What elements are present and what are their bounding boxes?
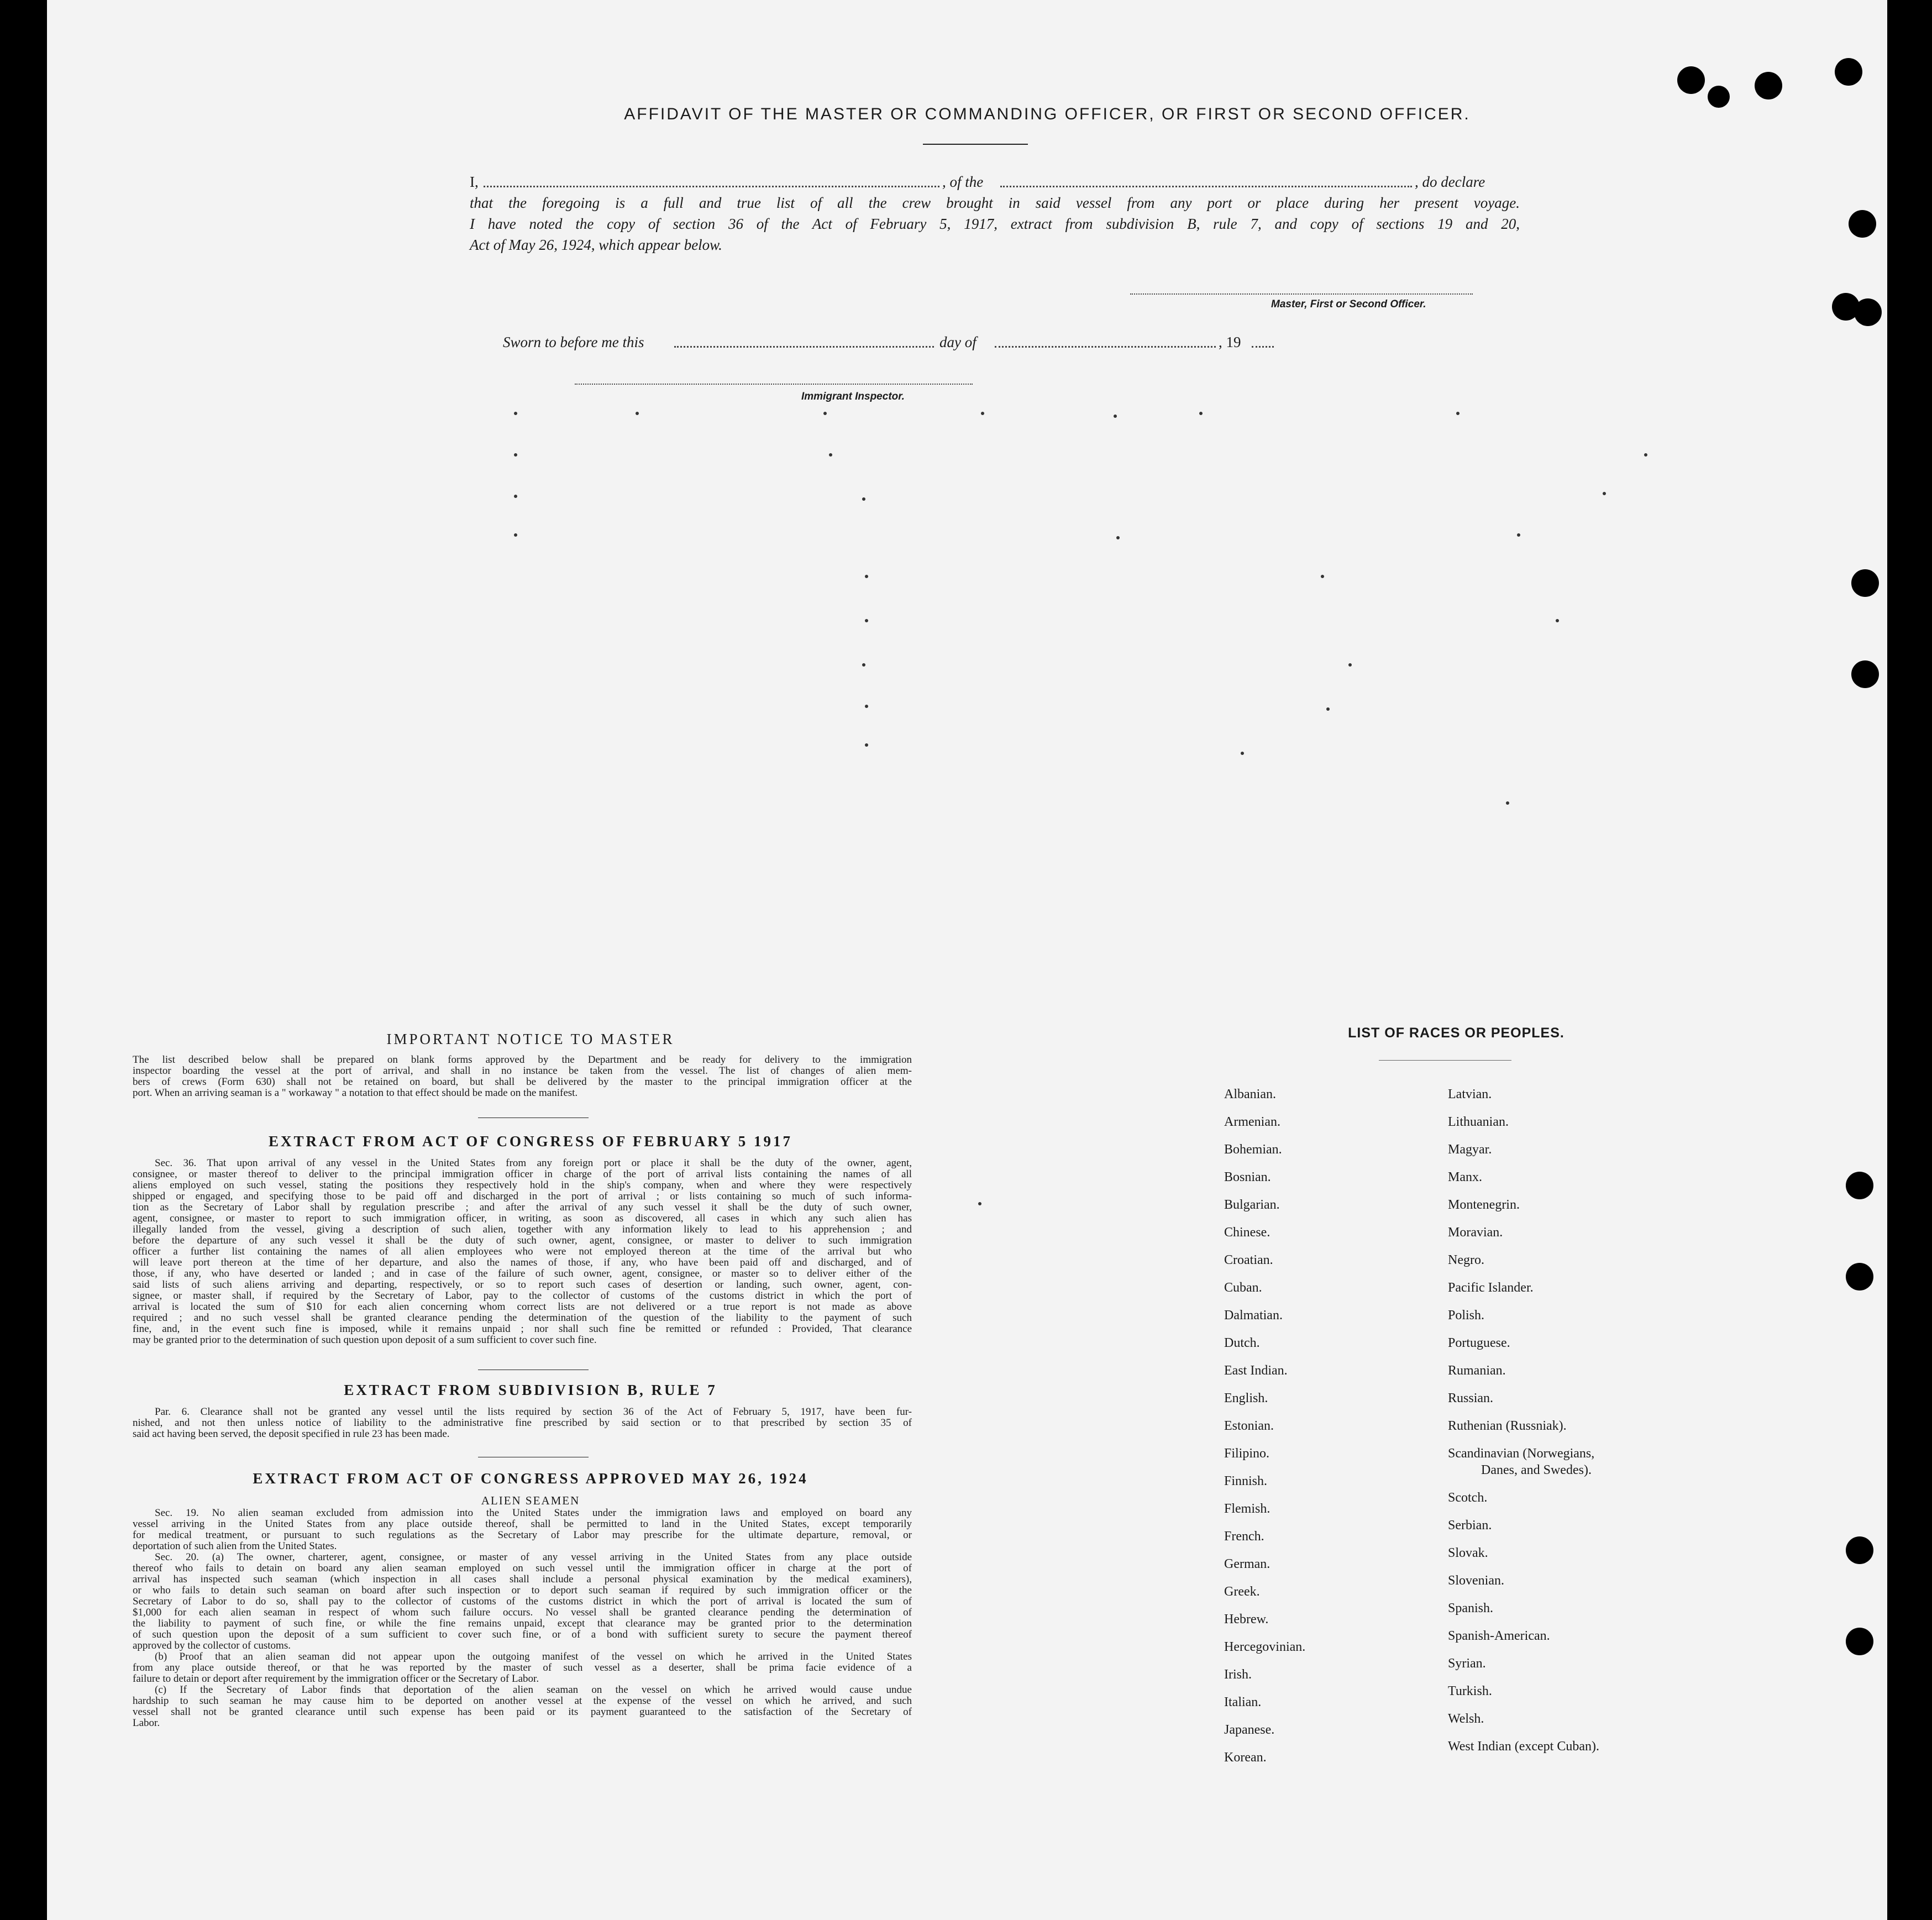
bleed-dot	[514, 533, 517, 537]
paragraph-line: nished, and not then unless notice of liability to the administrative fine prescribed by said section or to that prescribed by section 35 of	[133, 1417, 912, 1429]
extract-1924-text	[133, 1508, 912, 1729]
bleed-dot	[514, 453, 517, 457]
paragraph-line: Labor.	[133, 1717, 160, 1729]
bleed-dot	[1456, 412, 1460, 415]
paragraph-line: vessel arriving in the United States from any place outside thereof, shall be permitted to land in the United States, except temporarily	[133, 1518, 912, 1530]
race-item: Serbian.	[1448, 1518, 1492, 1533]
bleed-dot	[1506, 801, 1509, 805]
race-item: Armenian.	[1224, 1115, 1280, 1129]
races-right-column	[1448, 1080, 1724, 1760]
race-item: East Indian.	[1224, 1363, 1288, 1378]
paragraph-line: approved by the collector of customs.	[133, 1640, 291, 1651]
race-item: Finnish.	[1224, 1474, 1268, 1488]
race-item: Manx.	[1448, 1170, 1482, 1184]
race-item: Negro.	[1448, 1253, 1484, 1267]
paragraph-line: hardship to such seaman he may cause him to be deported on another vessel at the expense of the vessel on which he arrived, and such	[133, 1695, 912, 1707]
paragraph-line: Secretary of Labor to do so, shall pay to the collector of customs of the customs district in which the port of arrival is located the sum of	[133, 1596, 912, 1607]
punch-hole	[1677, 66, 1705, 94]
day-of-label: day of	[939, 334, 977, 350]
paragraph-line: Sec. 19. No alien seaman excluded from admission into the United States under the immigration laws and employed on board any	[155, 1507, 912, 1519]
bleed-dot	[1199, 412, 1203, 415]
paragraph-line: tion as the Secretary of Labor shall by regulation prescribe ; and after the arrival of any such vessel it shall be the duty of such owner,	[133, 1202, 912, 1213]
punch-hole	[1835, 58, 1862, 86]
bleed-dot	[1116, 536, 1120, 539]
bleed-dot	[862, 497, 865, 501]
race-item: Bulgarian.	[1224, 1198, 1280, 1212]
race-item: Russian.	[1448, 1391, 1494, 1405]
extract-1917-title: EXTRACT FROM ACT OF CONGRESS OF FEBRUARY 5 1917	[268, 1133, 793, 1150]
paragraph-line: will leave port thereon at the time of her departure, and also the names of those, if any, who have been paid off and discharged, and of	[133, 1257, 912, 1268]
vessel-name-field[interactable]	[1000, 186, 1412, 187]
race-item: Latvian.	[1448, 1087, 1492, 1101]
race-item: Korean.	[1224, 1750, 1267, 1765]
paragraph-line: aliens employed on such vessel, stating the positions they respectively hold in the ship's company, when and where they were respectively	[133, 1179, 912, 1191]
paragraph-line: fine, and, in the event such fine is imposed, while it remains unpaid ; nor shall such fine be remitted or refunded : Provided, That clearance	[133, 1323, 912, 1335]
paragraph-line: illegally landed from the vessel, giving a description of such alien, together with any information likely to lead to his apprehension ; and	[133, 1224, 912, 1235]
race-item: Chinese.	[1224, 1225, 1271, 1240]
race-item: Estonian.	[1224, 1419, 1274, 1433]
paragraph-line: before the departure of any such vessel it shall be the duty of such owner, agent, consignee, or master to deliver to such immigration	[133, 1235, 912, 1246]
i-label: I,	[470, 174, 479, 190]
race-item: Flemish.	[1224, 1502, 1271, 1516]
race-item: West Indian (except Cuban).	[1448, 1739, 1599, 1754]
race-item: Slovenian.	[1448, 1573, 1504, 1588]
race-item: Bosnian.	[1224, 1170, 1271, 1184]
year-label: , 19	[1219, 334, 1241, 350]
paragraph-line: those, if any, who have deserted or landed ; and in case of the failure of such owner, agent, consignee, or master so to deliver either of the	[133, 1268, 912, 1279]
paragraph-line: (c) If the Secretary of Labor finds that deportation of the alien seaman on the vessel on which he arrived would cause undue	[155, 1684, 912, 1696]
race-item: Moravian.	[1448, 1225, 1503, 1240]
paragraph-line: required ; and no such vessel shall be granted clearance pending the determination of the question of the liability to the payment of such	[133, 1312, 912, 1324]
paragraph-line: signee, or master shall, if required by the Secretary of Labor, pay to the collector of customs of the customs district in which the port of	[133, 1290, 912, 1302]
bleed-dot	[1556, 619, 1559, 622]
do-declare-label: , do declare	[1415, 174, 1485, 190]
race-item: Dalmatian.	[1224, 1308, 1283, 1323]
notice-line: The list described below shall be prepared on blank forms approved by the Department and be ready for delivery to the immigration	[133, 1054, 912, 1066]
bleed-dot	[865, 619, 868, 622]
bleed-dot	[1603, 492, 1606, 495]
race-item: Portuguese.	[1448, 1336, 1510, 1350]
notice-line: port. When an arriving seaman is a " workaway " a notation to that effect should be made on the manifest.	[133, 1087, 578, 1099]
race-item-continuation: Danes, and Swedes).	[1481, 1463, 1592, 1477]
race-item: Slovak.	[1448, 1546, 1488, 1560]
race-item: Spanish.	[1448, 1601, 1494, 1615]
bleed-dot	[978, 1202, 981, 1205]
paragraph-line: vessel shall not be granted clearance until such expense has been paid or its payment guaranteed to the satisfaction of the Secretary of	[133, 1706, 912, 1718]
sworn-day-field[interactable]	[674, 346, 934, 348]
race-item: Magyar.	[1448, 1142, 1492, 1157]
bleed-dot	[1114, 415, 1117, 418]
race-item: Irish.	[1224, 1667, 1252, 1682]
bleed-dot	[1326, 707, 1330, 711]
inspector-signature-label: Immigrant Inspector.	[801, 391, 905, 402]
declaration-line-3: I have noted the copy of section 36 of the Act of February 5, 1917, extract from subdivision B, rule 7, and copy of sections 19 and 20,	[470, 216, 1520, 232]
paragraph-line: of such question upon the deposit of a sum sufficient to cover such fine, or of a bond with sufficient surety to secure the payment thereof	[133, 1629, 912, 1640]
race-item: Rumanian.	[1448, 1363, 1506, 1378]
declaration-line-2: that the foregoing is a full and true list of all the crew brought in said vessel from any port or place during her present voyage.	[470, 195, 1520, 211]
paragraph-line: may be granted prior to the determination of such question upon deposit of a sum sufficient to cover such fine.	[133, 1334, 597, 1346]
race-item: Dutch.	[1224, 1336, 1260, 1350]
paragraph-line: said act having been served, the deposit specified in rule 23 has been made.	[133, 1428, 450, 1440]
title-underline	[923, 144, 1028, 145]
bleed-dot	[1241, 752, 1244, 755]
races-divider	[1379, 1060, 1511, 1061]
race-item: Scotch.	[1448, 1491, 1488, 1505]
races-left-column	[1224, 1080, 1418, 1771]
punch-hole	[1846, 1263, 1873, 1291]
paragraph-line: the liability to payment of such fine, or while the fine remains unpaid, except that clearance may be granted prior to the determination	[133, 1618, 912, 1629]
master-signature-label: Master, First or Second Officer.	[1271, 298, 1426, 310]
race-item: Spanish-American.	[1448, 1629, 1550, 1643]
bleed-dot	[1644, 453, 1647, 457]
race-item: Scandinavian (Norwegians,	[1448, 1446, 1595, 1461]
rule7-text	[133, 1407, 912, 1440]
punch-hole	[1851, 660, 1879, 688]
of-the-label: , of the	[942, 174, 984, 190]
bleed-dot	[1321, 575, 1324, 578]
paragraph-line: arrival is located the sum of $10 for each alien concerning whom correct lists are not delivered or a true report is not made as above	[133, 1301, 912, 1313]
paragraph-line: or who fails to detain such seaman on board after such inspection or to deport such seaman if required by such immigration officer or the	[133, 1585, 912, 1596]
paragraph-line: Par. 6. Clearance shall not be granted any vessel until the lists required by section 36 of the Act of February 5, 1917, have been fur-	[155, 1406, 912, 1418]
paragraph-line: from any place outside thereof, or that he was reported by the master of such vessel as a deserter, shall be prima facie evidence of a	[133, 1662, 912, 1674]
paragraph-line: arrival has inspected such seaman (which inspection in all cases shall include a personal physical examination by the medical examiners),	[133, 1573, 912, 1585]
bleed-dot	[514, 495, 517, 498]
bleed-dot	[823, 412, 827, 415]
punch-hole	[1854, 298, 1882, 326]
paragraph-line: agent, consignee, or master to report to such immigration officer, in writing, as soon as discovered, all cases in which any such alien has	[133, 1213, 912, 1224]
race-item: Polish.	[1448, 1308, 1485, 1323]
punch-hole	[1846, 1536, 1873, 1564]
sworn-year-field[interactable]	[1252, 346, 1274, 348]
paragraph-line: deportation of such alien from the United States.	[133, 1540, 337, 1552]
race-item: Welsh.	[1448, 1712, 1484, 1726]
punch-hole	[1851, 569, 1879, 597]
paragraph-line: failure to detain or deport after requirement by the immigration officer or the Secretary of Labor.	[133, 1673, 539, 1685]
paragraph-line: thereof who fails to detain on board any alien seaman employed on such vessel until the immigration officer in charge at the port of	[133, 1562, 912, 1574]
bleed-dot	[829, 453, 832, 457]
extract-1917-text	[133, 1158, 912, 1346]
race-item: Turkish.	[1448, 1684, 1492, 1698]
races-title: LIST OF RACES OR PEOPLES.	[1348, 1025, 1565, 1041]
affidavit-declaration	[470, 171, 1520, 255]
paragraph-line: (b) Proof that an alien seaman did not appear upon the outgoing manifest of the vessel on which he arrived in the United States	[155, 1651, 912, 1662]
extract-1924-title: EXTRACT FROM ACT OF CONGRESS APPROVED MAY 26, 1924	[253, 1470, 809, 1487]
paragraph-line: $1,000 for each alien seaman in respect of whom such failure occurs. No vessel shall be granted clearance pending the determination of	[133, 1607, 912, 1618]
paragraph-line: Sec. 36. That upon arrival of any vessel in the United States from any foreign port or place it shall be the duty of the owner, agent,	[155, 1157, 912, 1169]
master-name-field[interactable]	[484, 186, 939, 187]
bleed-dot	[514, 412, 517, 415]
sworn-line	[503, 332, 1332, 354]
race-item: French.	[1224, 1529, 1264, 1544]
race-item: Cuban.	[1224, 1281, 1262, 1295]
paragraph-line: for medical treatment, or pursuant to such regulations as the Secretary of Labor may prescribe for the ultimate departure, removal, or	[133, 1529, 912, 1541]
master-signature-line[interactable]	[1130, 293, 1473, 295]
race-item: English.	[1224, 1391, 1268, 1405]
notice-line: inspector boarding the vessel at the port of arrival, and shall in no instance be taken from the vessel. The list of changes of alien mem-	[133, 1065, 912, 1077]
declaration-line-4: Act of May 26, 1924, which appear below.	[470, 237, 722, 253]
race-item: Japanese.	[1224, 1723, 1275, 1737]
race-item: Italian.	[1224, 1695, 1262, 1709]
race-item: Croatian.	[1224, 1253, 1273, 1267]
punch-hole	[1846, 1628, 1873, 1655]
bleed-dot	[865, 743, 868, 747]
paragraph-line: officer a further list containing the names of all alien employees who were not employed thereon at the time of the arrival but who	[133, 1246, 912, 1257]
race-item: Hebrew.	[1224, 1612, 1269, 1627]
race-item: Bohemian.	[1224, 1142, 1282, 1157]
bleed-dot	[1517, 533, 1520, 537]
punch-hole	[1755, 72, 1782, 99]
race-item: German.	[1224, 1557, 1271, 1571]
race-item: Greek.	[1224, 1585, 1260, 1599]
race-item: Albanian.	[1224, 1087, 1276, 1101]
paragraph-line: consignee, or master thereof to deliver to the principal immigration officer in charge of the port of arrival lists containing the names of all	[133, 1168, 912, 1180]
punch-hole	[1708, 86, 1730, 108]
bleed-dot	[636, 412, 639, 415]
notice-line: bers of crews (Form 630) shall not be retained on board, but shall be delivered by the master to the principal immigration officer at the	[133, 1076, 912, 1088]
race-item: Pacific Islander.	[1448, 1281, 1534, 1295]
race-item: Filipino.	[1224, 1446, 1270, 1461]
sworn-label: Sworn to before me this	[503, 334, 644, 350]
race-item: Syrian.	[1448, 1656, 1486, 1671]
declaration-line-1	[470, 171, 1520, 192]
bleed-dot	[865, 705, 868, 708]
sworn-month-field[interactable]	[995, 346, 1216, 348]
race-item: Ruthenian (Russniak).	[1448, 1419, 1567, 1433]
notice-text	[133, 1055, 912, 1099]
bleed-dot	[862, 663, 865, 667]
punch-hole	[1849, 210, 1876, 238]
bleed-dot	[1348, 663, 1352, 667]
document-sheet	[47, 0, 1887, 1920]
rule7-title: EXTRACT FROM SUBDIVISION B, RULE 7	[344, 1382, 717, 1398]
race-item: Montenegrin.	[1448, 1198, 1520, 1212]
paragraph-line: said lists of such aliens arriving and departing, respectively, or so to report such cases of desertion or landing, such owner, agent, con-	[133, 1279, 912, 1291]
affidavit-title: AFFIDAVIT OF THE MASTER OR COMMANDING OFFICER, OR FIRST OR SECOND OFFICER.	[624, 105, 1471, 123]
bleed-dot	[865, 575, 868, 578]
notice-title: IMPORTANT NOTICE TO MASTER	[386, 1031, 675, 1047]
race-item: Hercegovinian.	[1224, 1640, 1306, 1654]
inspector-signature-line[interactable]	[575, 383, 973, 385]
race-item: Lithuanian.	[1448, 1115, 1509, 1129]
paragraph-line: shipped or engaged, and specifying those to be paid off and discharged in the port of arrival ; or lists containing so much of such informa-	[133, 1190, 912, 1202]
alien-seamen-subtitle: ALIEN SEAMEN	[481, 1494, 580, 1507]
bleed-dot	[981, 412, 984, 415]
paragraph-line: Sec. 20. (a) The owner, charterer, agent, consignee, or master of any vessel arriving in the United States from any place outside	[155, 1551, 912, 1563]
punch-hole	[1846, 1172, 1873, 1199]
